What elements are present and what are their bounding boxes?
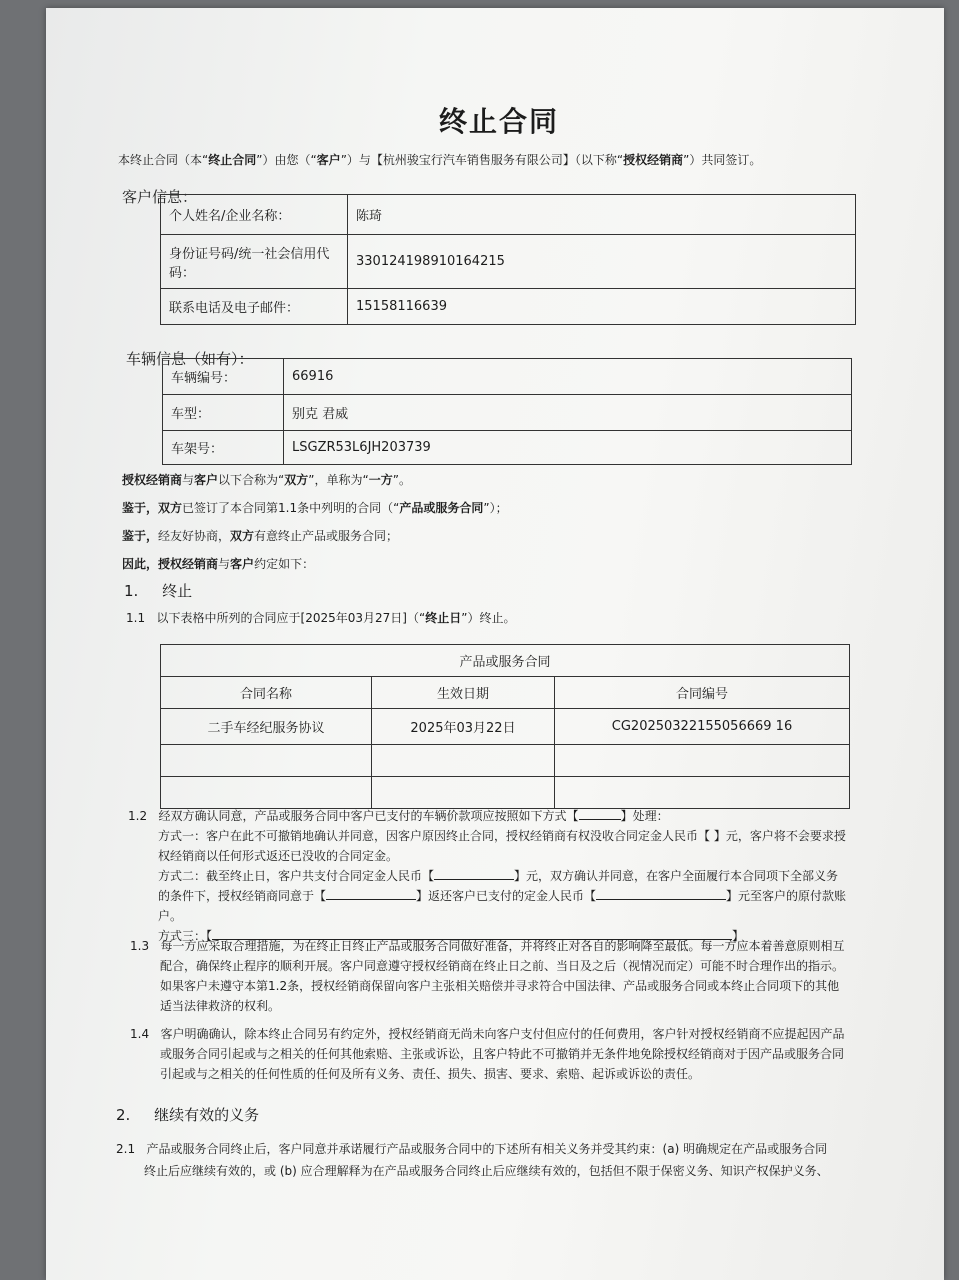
field-value: LSGZR53L6JH203739 bbox=[284, 431, 852, 465]
field-value: 15158116639 bbox=[348, 289, 856, 325]
bold-term: 双方 bbox=[284, 473, 309, 487]
text: 已签订了本合同第1.1条中列明的合同（“ bbox=[182, 501, 400, 515]
bold-term: 双方 bbox=[230, 529, 255, 543]
clause-number: 2.1 bbox=[116, 1142, 136, 1156]
clause-line bbox=[128, 806, 928, 826]
recital-3 bbox=[122, 554, 314, 574]
clause-1-2 bbox=[128, 806, 928, 946]
text: ”，单称为“ bbox=[308, 473, 369, 487]
table-row bbox=[161, 289, 856, 325]
table-row bbox=[163, 395, 852, 431]
table-cell bbox=[555, 777, 850, 809]
clause-text: 】返还客户已支付的定金人民币【 bbox=[416, 889, 597, 903]
field-label: 车型： bbox=[163, 395, 284, 431]
clause-text: 方式一：客户在此不可撤销地确认并同意，因客户原因终止合同，授权经销商有权没收合同定金人民币【 】元，客户将不会要求授 bbox=[158, 829, 846, 843]
section-title: 终止 bbox=[162, 582, 193, 600]
clause-text: 方式二：截至终止日，客户共支付合同定金人民币【 bbox=[158, 869, 435, 883]
bold-term: 终止日 bbox=[425, 611, 462, 625]
table-caption-row bbox=[161, 645, 850, 677]
contract-table bbox=[160, 644, 850, 809]
table-caption: 产品或服务合同 bbox=[161, 645, 850, 677]
column-header: 合同编号 bbox=[555, 677, 850, 709]
section-2-heading bbox=[116, 1104, 259, 1125]
clause-line: 适当法律救济的权利。 bbox=[160, 999, 281, 1013]
clause-text: 户。 bbox=[158, 909, 183, 923]
table-cell: 2025年03月22日 bbox=[372, 709, 555, 745]
text: 经友好协商， bbox=[158, 529, 231, 543]
option-1-cont bbox=[128, 846, 928, 866]
intro-text: ”）由您（“ bbox=[256, 153, 317, 167]
customer-info-heading: 客户信息： bbox=[122, 188, 198, 206]
clause-1-3 bbox=[130, 936, 940, 1016]
clause-2-1 bbox=[116, 1138, 942, 1182]
document-page bbox=[46, 8, 944, 1280]
bold-term: 一方 bbox=[368, 473, 393, 487]
table-row bbox=[163, 431, 852, 465]
recital-1 bbox=[122, 498, 508, 518]
section-1-heading bbox=[124, 580, 192, 601]
field-label: 联系电话及电子邮件： bbox=[161, 289, 348, 325]
table-row bbox=[163, 359, 852, 395]
bold-term: 鉴于， bbox=[122, 501, 159, 515]
bold-term: 因此， bbox=[122, 557, 159, 571]
field-value: 陈琦 bbox=[348, 195, 856, 235]
field-label: 身份证号码/统一社会信用代码： bbox=[161, 235, 348, 289]
customer-info-table bbox=[160, 194, 856, 325]
intro-text: ”）共同签订。 bbox=[683, 153, 762, 167]
section-number: 1. bbox=[124, 582, 139, 600]
clause-line: 引起或与之相关的任何性质的任何及所有义务、责任、损失、损害、要求、索赔、起诉或诉讼的责任。 bbox=[160, 1067, 701, 1081]
column-header: 生效日期 bbox=[372, 677, 555, 709]
blank-field bbox=[434, 867, 514, 880]
clause-text: 】处理： bbox=[620, 809, 669, 823]
clause-1-1 bbox=[126, 608, 515, 628]
table-cell bbox=[555, 745, 850, 777]
clause-line bbox=[130, 936, 940, 956]
section-number: 2. bbox=[116, 1106, 131, 1124]
clause-number: 1.1 bbox=[126, 611, 146, 625]
clause-number: 1.3 bbox=[130, 939, 150, 953]
vehicle-info-table bbox=[162, 358, 852, 465]
bold-term: 客户 bbox=[194, 473, 219, 487]
clause-text: 经双方确认同意，产品或服务合同中客户已支付的车辆价款项应按照如下方式【 bbox=[158, 809, 579, 823]
clause-text: 的条件下，授权经销商同意于【 bbox=[158, 889, 327, 903]
bold-term: 授权经销商 bbox=[158, 557, 219, 571]
clause-line bbox=[116, 1138, 942, 1160]
table-row bbox=[161, 195, 856, 235]
blank-field bbox=[596, 887, 726, 900]
table-row bbox=[161, 235, 856, 289]
intro-text: 本终止合同（本“ bbox=[118, 153, 209, 167]
table-row bbox=[161, 709, 850, 745]
column-header: 合同名称 bbox=[161, 677, 372, 709]
clause-text: 权经销商以任何形式返还已没收的合同定金。 bbox=[158, 849, 399, 863]
field-label: 个人姓名/企业名称： bbox=[161, 195, 348, 235]
field-label: 车架号： bbox=[163, 431, 284, 465]
text: 以下合称为“ bbox=[218, 473, 285, 487]
clause-text: 】元，双方确认并同意，在客户全面履行本合同项下全部义务 bbox=[514, 869, 839, 883]
text: 约定如下： bbox=[254, 557, 315, 571]
intro-bold-term: 客户 bbox=[316, 153, 341, 167]
clause-line bbox=[130, 1024, 940, 1044]
field-value: 66916 bbox=[284, 359, 852, 395]
table-cell bbox=[372, 777, 555, 809]
table-row bbox=[161, 745, 850, 777]
clause-number: 1.2 bbox=[128, 809, 148, 823]
clause-text: 方式三：【 bbox=[158, 929, 213, 943]
table-cell: 二手车经纪服务协议 bbox=[161, 709, 372, 745]
intro-bold-term: 终止合同 bbox=[208, 153, 257, 167]
table-cell bbox=[161, 745, 372, 777]
recital-2 bbox=[122, 526, 398, 546]
clause-line: 终止后应继续有效的，或 (b) 应合理解释为在产品或服务合同终止后应继续有效的，包括但不限于保密义务、知识产权保护义务、 bbox=[144, 1164, 829, 1178]
bold-term: 授权经销商 bbox=[122, 473, 183, 487]
text: 有意终止产品或服务合同； bbox=[254, 529, 399, 543]
bold-term: 产品或服务合同 bbox=[399, 501, 484, 515]
bold-term: 客户 bbox=[230, 557, 255, 571]
clause-line: 或服务合同引起或与之相关的任何其他索赔、主张或诉讼，且客户特此不可撤销并无条件地免除授权经销商对于因产品或服务合同 bbox=[160, 1047, 845, 1061]
table-header-row bbox=[161, 677, 850, 709]
clause-text: 产品或服务合同终止后，客户同意并承诺履行产品或服务合同中的下述所有相关义务并受其约束：(a) 明确规定在产品或服务合同 bbox=[146, 1142, 828, 1156]
blank-field bbox=[326, 887, 416, 900]
table-cell bbox=[372, 745, 555, 777]
document-title: 终止合同 bbox=[438, 105, 559, 138]
field-value: 330124198910164215 bbox=[348, 235, 856, 289]
table-cell bbox=[161, 777, 372, 809]
clause-line: 如果客户未遵守本第1.2条，授权经销商保留向客户主张相关赔偿并寻求符合中国法律、产品或服务合同或本终止合同项下的其他 bbox=[160, 979, 840, 993]
intro-bold-term: 授权经销商 bbox=[623, 153, 684, 167]
clause-text: 以下表格中所列的合同应于[2025年03月27日]（“ bbox=[156, 611, 426, 625]
clause-text: ”）终止。 bbox=[461, 611, 516, 625]
field-label: 车辆编号： bbox=[163, 359, 284, 395]
option-2 bbox=[128, 866, 928, 886]
section-title: 继续有效的义务 bbox=[154, 1106, 260, 1124]
clause-text: 】元至客户的原付款账 bbox=[726, 889, 847, 903]
clause-text: 】 bbox=[732, 929, 745, 943]
intro-paragraph bbox=[118, 150, 938, 170]
table-row bbox=[161, 777, 850, 809]
bold-term: 鉴于， bbox=[122, 529, 159, 543]
vehicle-info-heading: 车辆信息（如有）： bbox=[126, 350, 254, 368]
clause-1-4 bbox=[130, 1024, 940, 1084]
blank-field bbox=[579, 807, 621, 820]
text: 与 bbox=[182, 473, 195, 487]
clause-number: 1.4 bbox=[130, 1027, 150, 1041]
clause-text: 每一方应采取合理措施，为在终止日终止产品或服务合同做好准备，并将终止对各自的影响降至最低。每一方应本着善意原则相互 bbox=[160, 939, 845, 953]
text: ”）； bbox=[483, 501, 508, 515]
text: ”。 bbox=[392, 473, 411, 487]
clause-line: 配合，确保终止程序的顺利开展。客户同意遵守授权经销商在终止日之前、当日及之后（视情况而定）可能不时合理作出的指示。 bbox=[160, 959, 845, 973]
intro-text: ”）与【杭州骏宝行汽车销售服务有限公司】（以下称“ bbox=[340, 153, 624, 167]
option-1 bbox=[128, 826, 928, 846]
table-cell: CG20250322155056669 16 bbox=[555, 709, 850, 745]
parties-definition bbox=[122, 470, 411, 490]
option-2-cont bbox=[128, 886, 928, 906]
text: 与 bbox=[218, 557, 231, 571]
bold-term: 双方 bbox=[158, 501, 183, 515]
field-value: 别克 君威 bbox=[284, 395, 852, 431]
option-2-end bbox=[128, 906, 928, 926]
clause-text: 客户明确确认，除本终止合同另有约定外，授权经销商无尚未向客户支付但应付的任何费用，客户针对授权经销商不应提起因产品 bbox=[160, 1027, 845, 1041]
